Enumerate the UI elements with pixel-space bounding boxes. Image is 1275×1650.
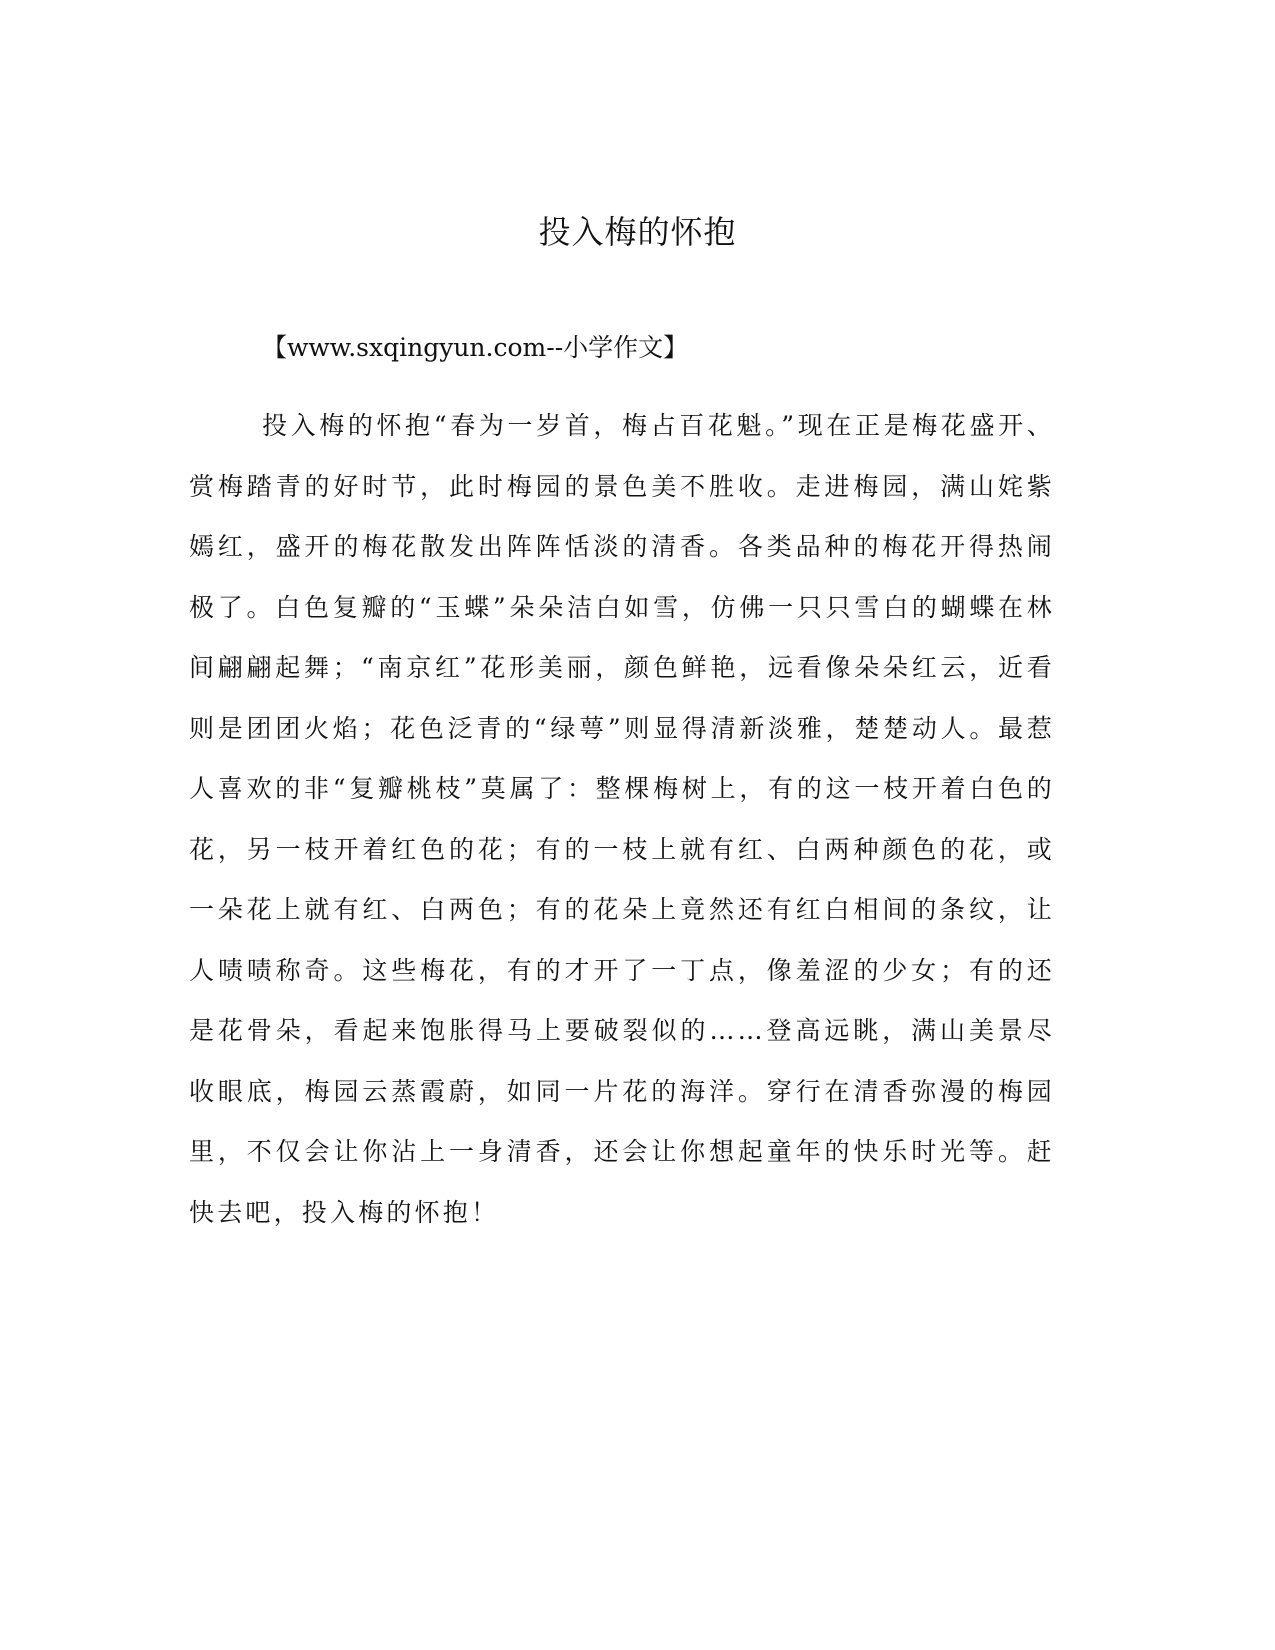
- body-paragraph: 投入梅的怀抱“春为一岁首，梅占百花魁。”现在正是梅花盛开、赏梅踏青的好时节，此时梅园的景色美不胜收。走进梅园，满山姹紫嫣红，盛开的梅花散发出阵阵恬淡的清香。各类品种的梅花开得热闹极了。白色复瓣的“玉蝶”朵朵洁白如雪，仿佛一只只雪白的蝴蝶在林间翩翩起舞；“南京红”花形美丽，颜色鲜艳，远看像朵朵红云，近看则是团团火焰；花色泛青的“绿萼”则显得清新淡雅，楚楚动人。最惹人喜欢的非“复瓣桃枝”莫属了：整棵梅树上，有的这一枝开着白色的花，另一枝开着红色的花；有的一枝上就有红、白两种颜色的花，或一朵花上就有红、白两色；有的花朵上竟然还有红白相间的条纹，让人啧啧称奇。这些梅花，有的才开了一丁点，像羞涩的少女；有的还是花骨朵，看起来饱胀得马上要破裂似的……登高远眺，满山美景尽收眼底，梅园云蒸霞蔚，如同一片花的海洋。穿行在清香弥漫的梅园里，不仅会让你沾上一身清香，还会让你想起童年的快乐时光等。赶快去吧，投入梅的怀抱！: [189, 411, 1055, 1227]
- source-line: 【www.sxqingyun.com--小学作文】: [262, 333, 689, 362]
- document-title: 投入梅的怀抱: [538, 213, 737, 251]
